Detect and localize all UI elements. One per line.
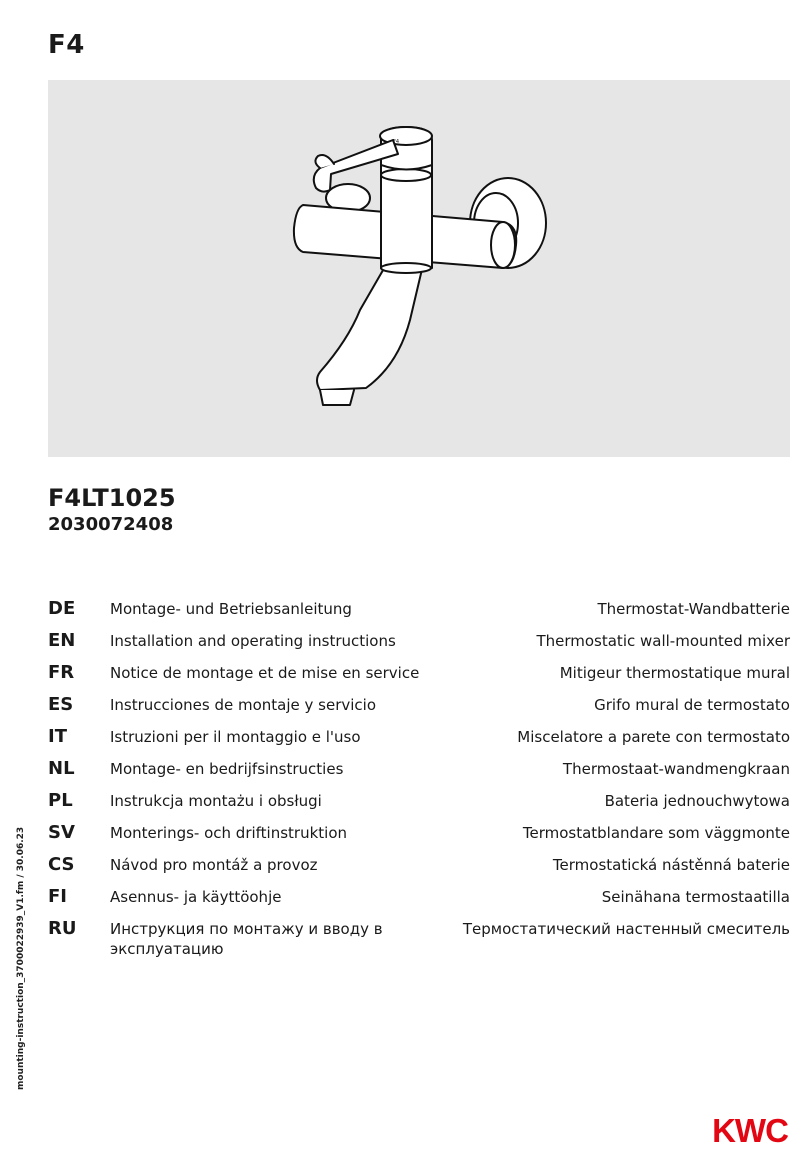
language-code: SV (48, 822, 75, 843)
language-row (48, 630, 790, 662)
instruction-title: Инструкция по монтажу и вводу в эксплуатацию (110, 920, 383, 958)
instruction-title: Monterings- och driftinstruktion (110, 824, 348, 842)
product-name: Bateria jednouchwytowa (604, 792, 790, 810)
instruction-title: Istruzioni per il montaggio e l'uso (110, 728, 361, 746)
language-row (48, 726, 790, 758)
product-name: Mitigeur thermostatique mural (559, 664, 790, 682)
language-row (48, 598, 790, 630)
brand-name: KWC (712, 1112, 788, 1148)
language-row (48, 758, 790, 790)
instruction-title: Instrukcja montażu i obsługi (110, 792, 322, 810)
language-row (48, 822, 790, 854)
language-code: ES (48, 694, 74, 715)
instruction-title: Asennus- ja käyttöohje (110, 888, 282, 906)
instruction-title: Montage- en bedrijfsinstructies (110, 760, 344, 778)
language-row (48, 886, 790, 918)
language-row (48, 662, 790, 694)
language-code: CS (48, 854, 75, 875)
wall-mounted-mixer-illustration-icon (48, 80, 790, 457)
language-code: FR (48, 662, 75, 683)
instruction-title: Montage- und Betriebsanleitung (110, 600, 352, 618)
language-row (48, 694, 790, 726)
svg-text:F4: F4 (393, 139, 400, 145)
kwc-logo (710, 1112, 790, 1148)
product-name: Seinähana termostaatilla (601, 888, 790, 906)
product-name: Thermostaat-wandmengkraan (562, 760, 790, 778)
instruction-title: Installation and operating instructions (110, 632, 396, 650)
language-code: EN (48, 630, 76, 651)
language-code: NL (48, 758, 75, 779)
language-code: IT (48, 726, 67, 747)
instruction-title: Návod pro montáž a provoz (110, 856, 318, 874)
product-name: Термостатический настенный смеситель (462, 920, 790, 938)
product-name: Thermostat-Wandbatterie (597, 600, 790, 618)
language-code: RU (48, 918, 77, 939)
product-model: F4LT1025 (48, 484, 176, 512)
instruction-title: Notice de montage et de mise en service (110, 664, 420, 682)
product-name: Thermostatic wall-mounted mixer (536, 632, 790, 650)
product-name: Miscelatore a parete con termostato (517, 728, 790, 746)
instruction-title: Instrucciones de montaje y servicio (110, 696, 377, 714)
language-row (48, 790, 790, 822)
language-code: PL (48, 790, 73, 811)
product-image (48, 80, 790, 457)
language-code: DE (48, 598, 76, 619)
document-reference: mounting-instruction_3700022939_V1.fm / 30.06.23 (16, 826, 26, 1090)
language-table (48, 598, 790, 964)
product-name: Termostatická nástěnná baterie (552, 856, 790, 874)
article-number: 2030072408 (48, 514, 174, 535)
product-name: Grifo mural de termostato (594, 696, 790, 714)
language-code: FI (48, 886, 67, 907)
document-title: F4 (48, 30, 85, 60)
language-row (48, 854, 790, 886)
product-name: Termostatblandare som väggmonte (522, 824, 790, 842)
language-row (48, 918, 790, 964)
